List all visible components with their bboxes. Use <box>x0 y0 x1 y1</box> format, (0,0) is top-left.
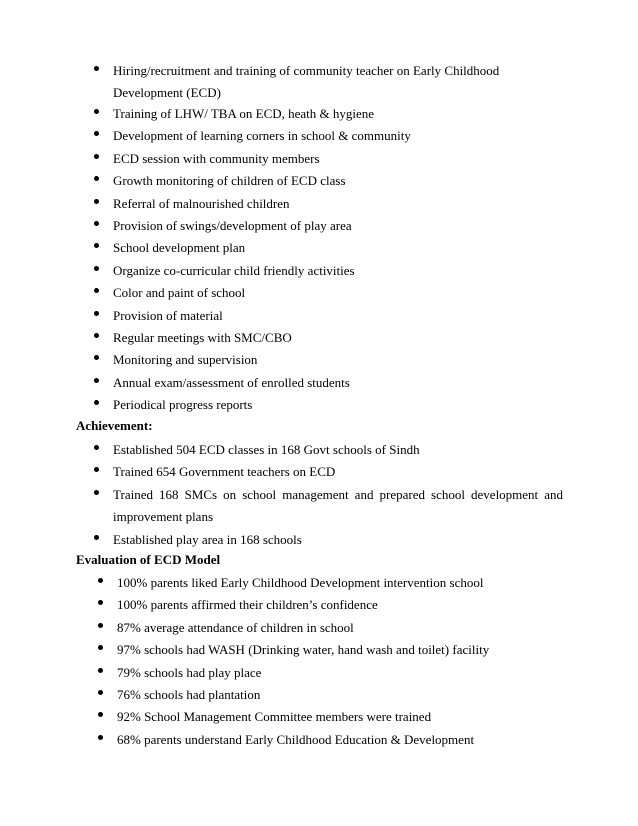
list-item: 92% School Management Committee members were trained <box>117 706 567 728</box>
list-item: Training of LHW/ TBA on ECD, heath & hygiene <box>113 103 563 125</box>
list-item: Annual exam/assessment of enrolled students <box>113 372 563 394</box>
list-item: Provision of swings/development of play area <box>113 215 563 237</box>
list-item: Organize co-curricular child friendly activities <box>113 260 563 282</box>
list-item: 79% schools had play place <box>117 662 567 684</box>
list-item: Trained 654 Government teachers on ECD <box>113 461 563 483</box>
list-item: Monitoring and supervision <box>113 349 563 371</box>
list-item: Growth monitoring of children of ECD class <box>113 170 563 192</box>
list-item: 100% parents liked Early Childhood Development intervention school <box>117 572 567 594</box>
activities-list <box>113 60 563 417</box>
list-item: Established play area in 168 schools <box>113 529 563 551</box>
list-item: Referral of malnourished children <box>113 193 563 215</box>
list-item: Established 504 ECD classes in 168 Govt schools of Sindh <box>113 439 563 461</box>
list-item: Regular meetings with SMC/CBO <box>113 327 563 349</box>
list-item: Trained 168 SMCs on school management and prepared school development and improvement plans <box>113 484 563 529</box>
list-item: 76% schools had plantation <box>117 684 567 706</box>
list-item: 68% parents understand Early Childhood Education & Development <box>117 729 567 751</box>
list-item: Color and paint of school <box>113 282 563 304</box>
achievement-heading: Achievement: <box>76 418 153 433</box>
list-item: Development of learning corners in school & community <box>113 125 563 147</box>
list-item: ECD session with community members <box>113 148 563 170</box>
achievement-list <box>113 439 563 551</box>
list-item: Periodical progress reports <box>113 394 563 416</box>
evaluation-heading: Evaluation of ECD Model <box>76 552 221 567</box>
list-item: 87% average attendance of children in school <box>117 617 567 639</box>
list-item: School development plan <box>113 237 563 259</box>
list-item: 100% parents affirmed their children’s confidence <box>117 594 567 616</box>
list-item: Provision of material <box>113 305 563 327</box>
list-item: 97% schools had WASH (Drinking water, hand wash and toilet) facility <box>117 639 567 661</box>
evaluation-list <box>117 572 567 751</box>
list-item: Hiring/recruitment and training of community teacher on Early Childhood Development (ECD) <box>113 60 563 103</box>
